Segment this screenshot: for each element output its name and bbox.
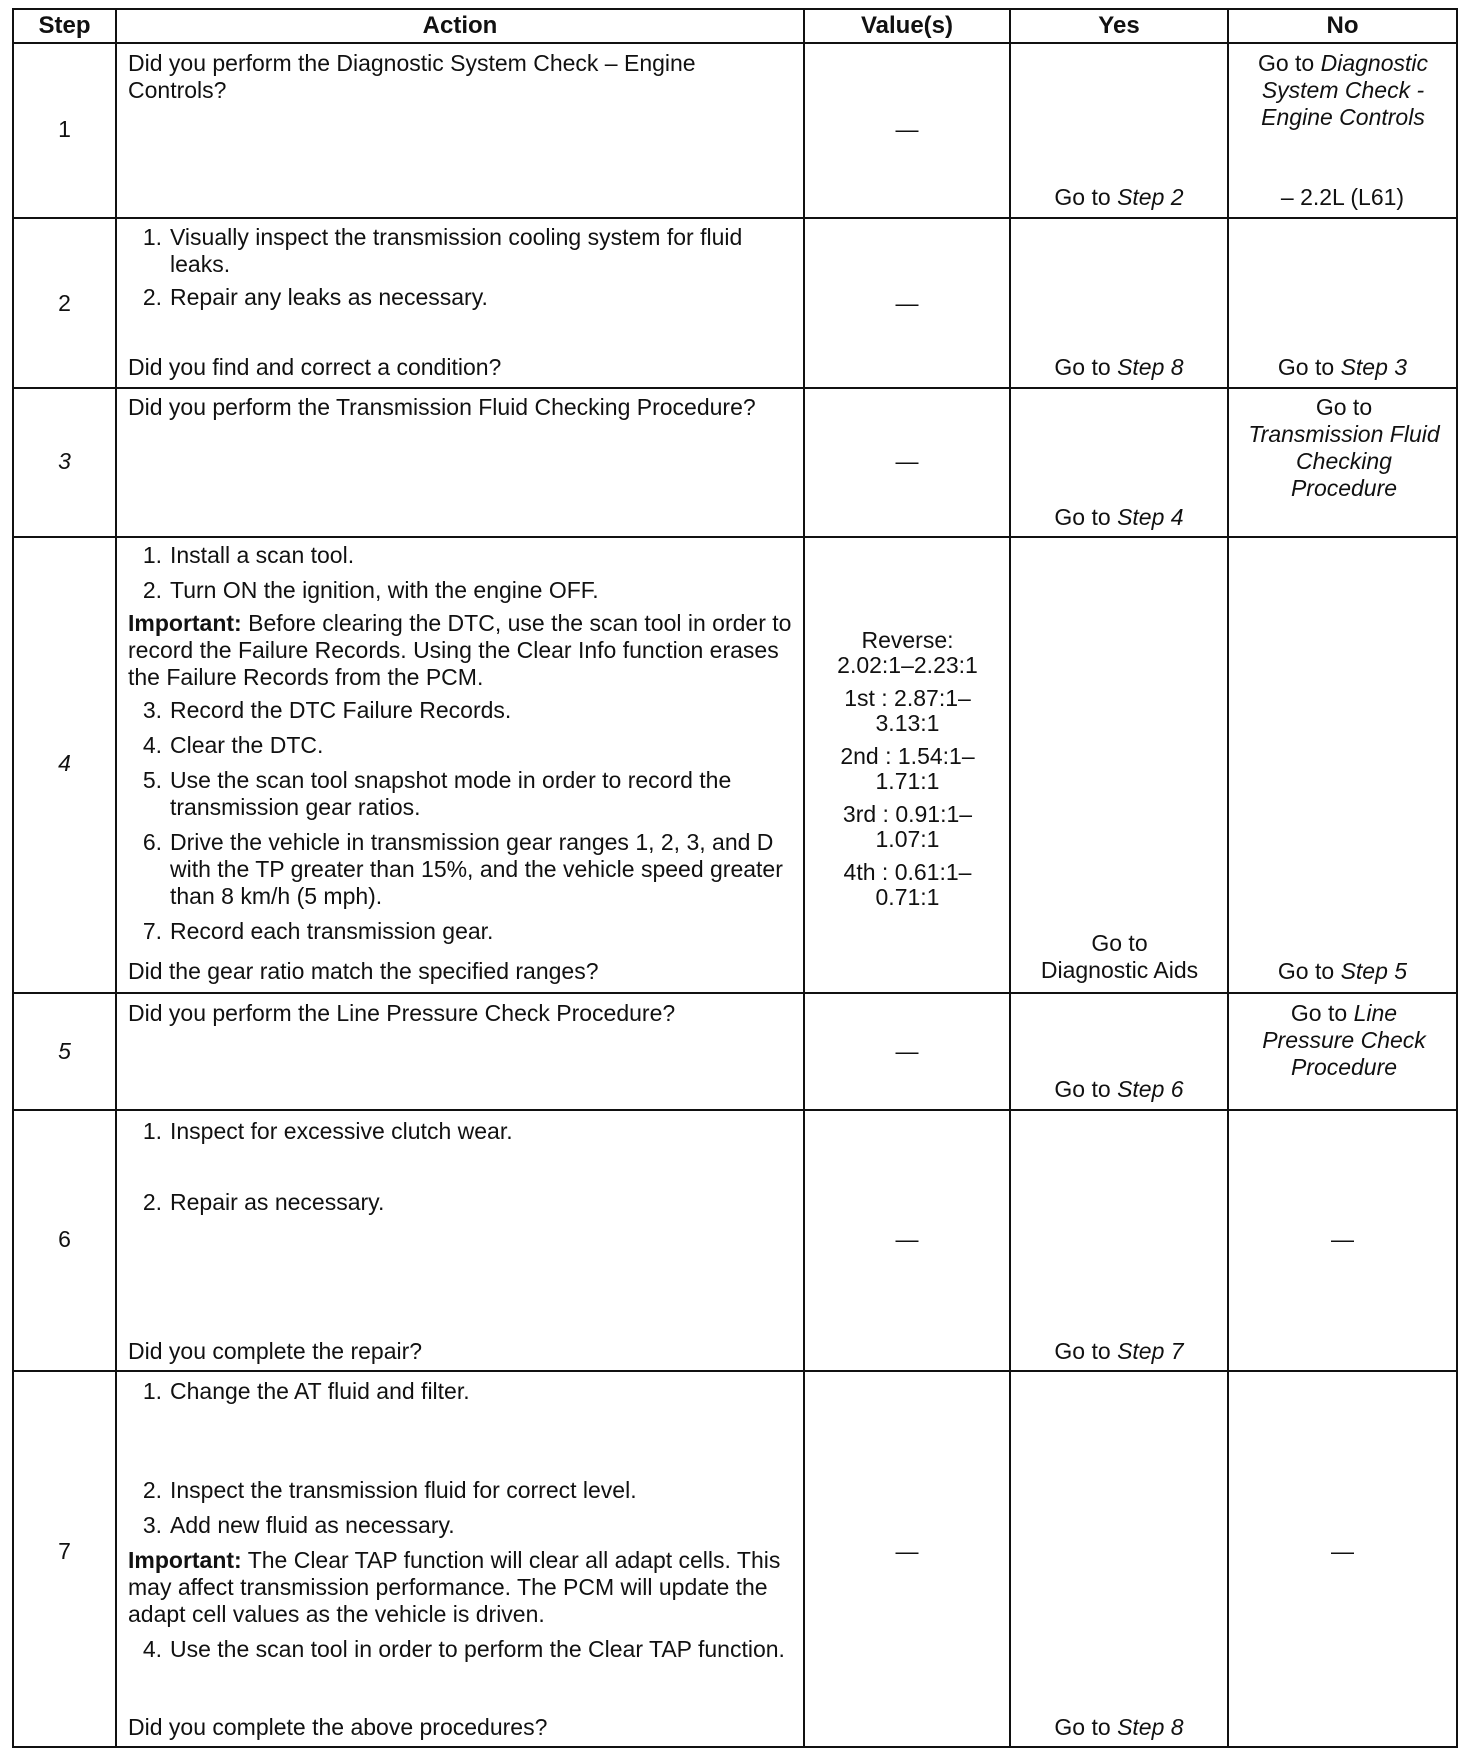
diagnostic-table xyxy=(12,8,1458,1748)
list-item: 7. Record each transmission gear. xyxy=(142,918,494,944)
list-item: 2. Inspect the transmission fluid for correct level. xyxy=(142,1477,637,1503)
action-steps xyxy=(128,542,792,945)
value-reverse: Reverse: 2.02:1–2.23:1 xyxy=(837,627,978,678)
action-question: Did you perform the Transmission Fluid Checking Procedure? xyxy=(128,394,756,420)
step-number: 6 xyxy=(58,1226,71,1252)
step-number: 1 xyxy=(58,116,71,142)
value-dash: — xyxy=(895,1538,919,1564)
no-outcome-tail: – 2.2L (L61) xyxy=(1280,184,1405,210)
yes-outcome: Go to Diagnostic Aids xyxy=(1040,930,1199,983)
gear-ratio-values xyxy=(830,628,985,910)
value-dash: — xyxy=(895,1038,919,1064)
step-number: 3 xyxy=(58,448,71,474)
action-steps xyxy=(128,224,788,311)
action-question: Did you find and correct a condition? xyxy=(128,354,502,380)
header-step: Step xyxy=(38,12,91,39)
no-outcome: Go to Transmission Fluid Checking Procedure xyxy=(1248,394,1440,501)
step-number: 5 xyxy=(58,1038,71,1064)
step-number: 7 xyxy=(58,1538,71,1564)
action-steps xyxy=(128,1118,792,1216)
list-item: 2. Repair any leaks as necessary. xyxy=(142,284,488,310)
yes-outcome: Go to Step 8 xyxy=(1054,354,1184,380)
list-item: 6. Drive the vehicle in transmission gear ranges 1, 2, 3, and D with the TP greater than 15%, and the vehicle speed greater than 8 km/h (5 mph). xyxy=(142,829,783,909)
yes-outcome: Go to Step 7 xyxy=(1054,1338,1184,1364)
value-1st: 1st : 2.87:1–3.13:1 xyxy=(844,685,971,736)
no-outcome: Go to Step 3 xyxy=(1277,354,1408,380)
value-4th: 4th : 0.61:1–0.71:1 xyxy=(843,859,972,910)
action-steps xyxy=(128,1378,792,1663)
yes-outcome: Go to Step 6 xyxy=(1054,1076,1184,1102)
value-dash: — xyxy=(895,116,919,142)
value-2nd: 2nd : 1.54:1–1.71:1 xyxy=(840,743,975,794)
no-outcome: Go to Diagnostic System Check - Engine Controls xyxy=(1257,50,1429,130)
header-yes: Yes xyxy=(1098,12,1140,39)
list-item: 2. Turn ON the ignition, with the engine OFF. xyxy=(142,577,599,603)
list-item: 3. Add new fluid as necessary. xyxy=(142,1512,455,1538)
important-note: Important: Before clearing the DTC, use the scan tool in order to record the Failure Records. Using the Clear Info function erases the Failure Records from the PCM. xyxy=(128,610,792,690)
value-dash: — xyxy=(895,290,919,316)
action-question: Did you perform the Diagnostic System Check – Engine Controls? xyxy=(128,50,696,103)
yes-outcome: Go to Step 2 xyxy=(1054,184,1184,210)
header-action: Action xyxy=(422,12,498,39)
no-dash: — xyxy=(1331,1538,1354,1564)
list-item: 4. Use the scan tool in order to perform the Clear TAP function. xyxy=(142,1636,785,1662)
no-dash: — xyxy=(1331,1226,1354,1252)
yes-outcome: Go to Step 4 xyxy=(1054,504,1184,530)
action-question: Did you complete the above procedures? xyxy=(128,1714,548,1740)
no-outcome: Go to Step 5 xyxy=(1277,958,1408,984)
list-item: 4. Clear the DTC. xyxy=(142,732,324,758)
action-question: Did the gear ratio match the specified ranges? xyxy=(128,958,599,984)
no-outcome: Go to Line Pressure Check Procedure xyxy=(1262,1000,1426,1080)
list-item: 1. Install a scan tool. xyxy=(142,542,355,568)
value-dash: — xyxy=(895,448,919,474)
list-item: 2. Repair as necessary. xyxy=(142,1189,385,1215)
list-item: 3. Record the DTC Failure Records. xyxy=(142,697,512,723)
step-number: 2 xyxy=(58,290,71,316)
list-item: 1. Visually inspect the transmission cooling system for fluid leaks. xyxy=(142,224,743,277)
step-number: 4 xyxy=(58,750,71,776)
header-values: Value(s) xyxy=(860,12,954,39)
action-question: Did you perform the Line Pressure Check Procedure? xyxy=(128,1000,676,1026)
value-dash: — xyxy=(895,1226,919,1252)
list-item: 5. Use the scan tool snapshot mode in order to record the transmission gear ratios. xyxy=(142,767,732,820)
value-3rd: 3rd : 0.91:1–1.07:1 xyxy=(842,801,973,852)
header-no: No xyxy=(1326,12,1359,39)
action-question: Did you complete the repair? xyxy=(128,1338,423,1364)
list-item: 1. Inspect for excessive clutch wear. xyxy=(142,1118,513,1144)
important-note: Important: The Clear TAP function will clear all adapt cells. This may affect transmission performance. The PCM will update the adapt cell values as the vehicle is driven. xyxy=(128,1547,781,1627)
yes-outcome: Go to Step 8 xyxy=(1054,1714,1184,1740)
list-item: 1. Change the AT fluid and filter. xyxy=(142,1378,470,1404)
